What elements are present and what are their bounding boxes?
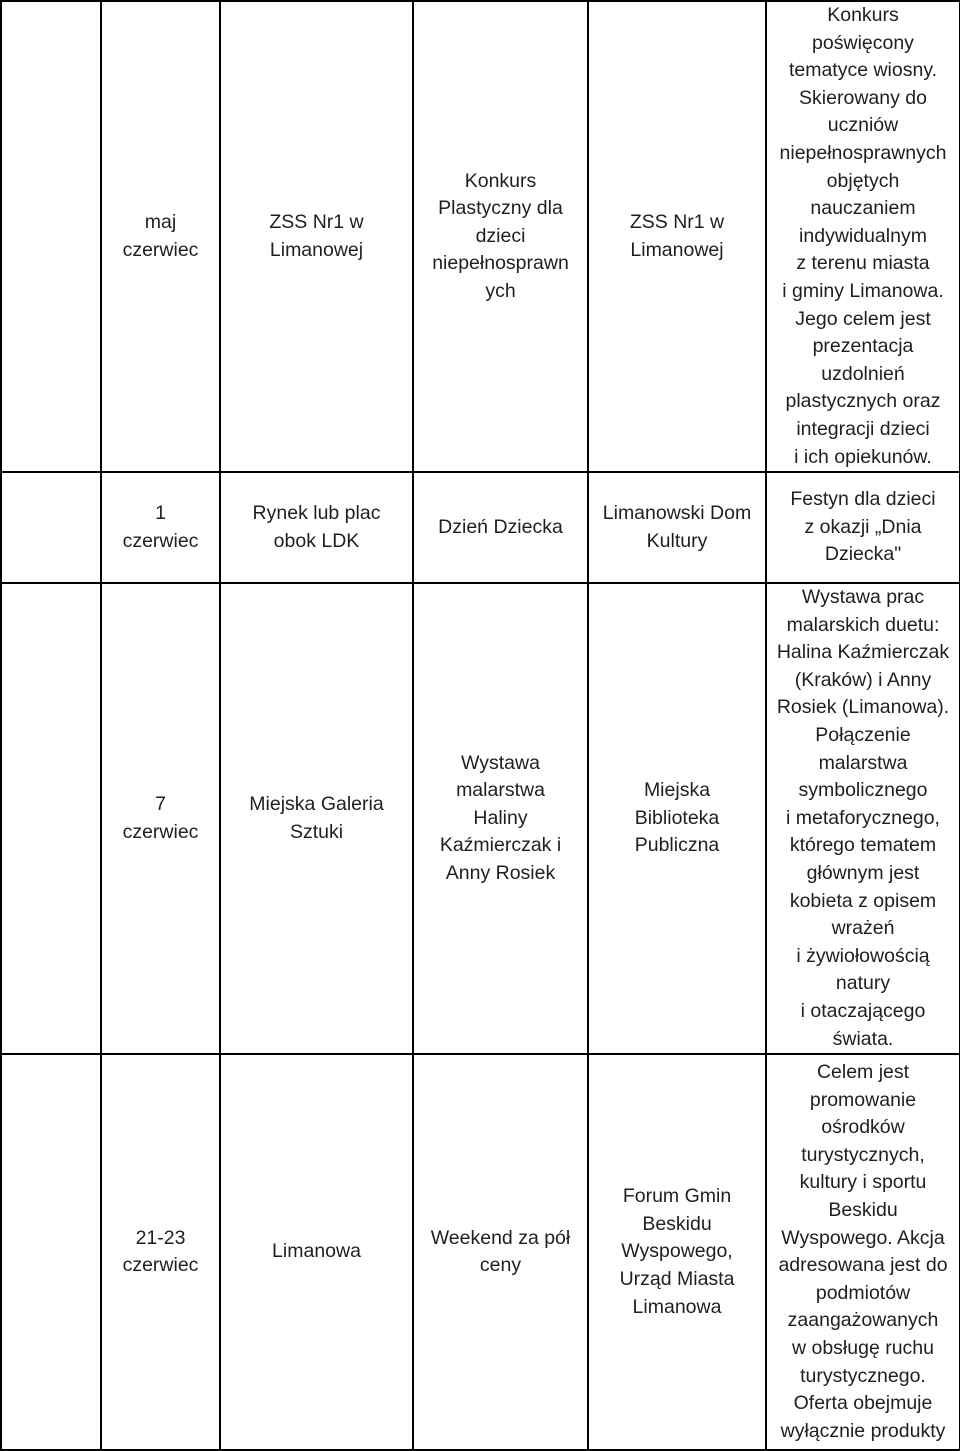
organizer-cell: ZSS Nr1 w Limanowej	[588, 1, 766, 472]
date-cell: maj czerwiec	[101, 1, 220, 472]
table-row	[1, 1, 960, 472]
organizer-cell: Forum Gmin Beskidu Wyspowego, Urząd Miasta Limanowa	[588, 1054, 766, 1450]
organizer-cell: Limanowski Dom Kultury	[588, 472, 766, 583]
event-title-cell: Wystawa malarstwa Haliny Kaźmierczak i Anny Rosiek	[413, 583, 588, 1054]
description-cell: Wystawa prac malarskich duetu: Halina Kaźmierczak (Kraków) i Anny Rosiek (Limanowa). Połączenie malarstwa symbolicznego i metaforycznego, którego tematem głównym jest kobieta z opisem wrażeń i żywiołowością natury i otaczającego świata.	[766, 583, 960, 1054]
table-row	[1, 583, 960, 1054]
date-cell: 1 czerwiec	[101, 472, 220, 583]
event-title-cell: Dzień Dziecka	[413, 472, 588, 583]
blank-cell	[1, 472, 101, 583]
date-cell: 21-23 czerwiec	[101, 1054, 220, 1450]
place-cell: Miejska Galeria Sztuki	[220, 583, 413, 1054]
place-cell: Rynek lub plac obok LDK	[220, 472, 413, 583]
blank-cell	[1, 583, 101, 1054]
description-cell: Konkurs poświęcony tematyce wiosny. Skierowany do uczniów niepełnosprawnych objętych nauczaniem indywidualnym z terenu miasta i gminy Limanowa. Jego celem jest prezentacja uzdolnień plastycznych oraz integracji dzieci i ich opiekunów.	[766, 1, 960, 472]
blank-cell	[1, 1054, 101, 1450]
description-cell: Festyn dla dzieci z okazji „Dnia Dziecka"	[766, 472, 960, 583]
event-title-cell: Konkurs Plastyczny dla dzieci niepełnosprawn ych	[413, 1, 588, 472]
place-cell: Limanowa	[220, 1054, 413, 1450]
place-cell: ZSS Nr1 w Limanowej	[220, 1, 413, 472]
table-row	[1, 1054, 960, 1450]
blank-cell	[1, 1, 101, 472]
event-title-cell: Weekend za pół ceny	[413, 1054, 588, 1450]
date-cell: 7 czerwiec	[101, 583, 220, 1054]
organizer-cell: Miejska Biblioteka Publiczna	[588, 583, 766, 1054]
description-cell: Celem jest promowanie ośrodków turystycznych, kultury i sportu Beskidu Wyspowego. Akcja adresowana jest do podmiotów zaangażowanych w obsługę ruchu turystycznego. Oferta obejmuje wyłącznie produkty	[766, 1054, 960, 1450]
table-row	[1, 472, 960, 583]
